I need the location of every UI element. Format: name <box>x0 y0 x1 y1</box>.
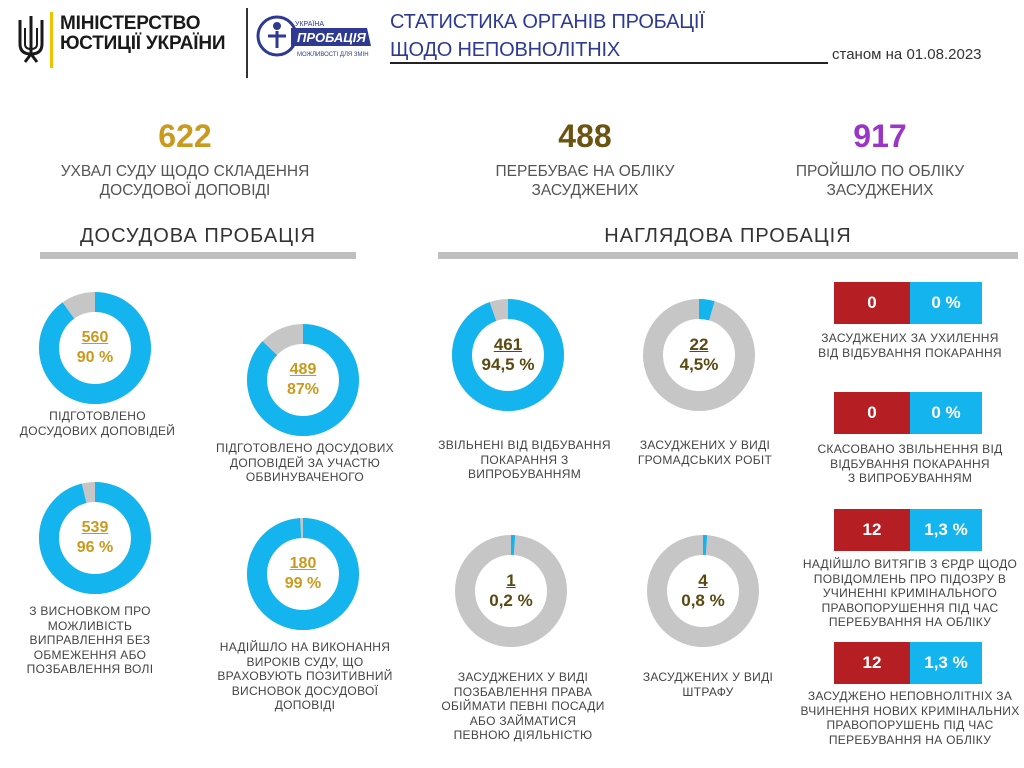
caption-line: ПОКАРАННЯ З <box>480 452 569 467</box>
donut-caption <box>625 438 785 467</box>
total-label-line: ДОСУДОВОЇ ДОПОВІДІ <box>99 182 271 199</box>
caption-line: ВИПРОБУВАННЯМ <box>467 467 582 481</box>
donut-caption <box>205 441 405 485</box>
caption-line: ЗАСУДЖЕНИХ ЗА УХИЛЕННЯ <box>821 331 999 345</box>
donut-percent: 94,5 % <box>481 355 535 374</box>
caption-line: ПРАВОПОРУШЕННЯ ПІД ЧАС <box>821 600 999 615</box>
caption-line: ПЕРЕБУВАННЯ НА ОБЛІКУ <box>828 615 992 629</box>
donut-caption <box>628 670 788 699</box>
caption-line: ПЕВНОЮ ДІЯЛЬНІСТЮ <box>453 728 593 742</box>
donut-caption <box>5 409 190 438</box>
donut-labels <box>246 517 360 631</box>
caption-line: ЗАСУДЖЕНИХ У ВИДІ <box>639 438 771 452</box>
donut-chart <box>451 298 565 412</box>
caption-line: З ВИПРОБУВАННЯМ <box>847 471 973 485</box>
donut-percent: 87% <box>286 381 320 398</box>
caption-line: ЗАСУДЖЕНО НЕПОВНОЛІТНІХ ЗА <box>807 689 1013 703</box>
indicator-box <box>834 509 982 551</box>
caption-line: НАДІЙШЛО НА ВИКОНАННЯ <box>219 640 391 654</box>
donut-value: 4 <box>698 571 708 590</box>
donut-chart <box>246 323 360 437</box>
donut-percent: 90 % <box>76 349 114 366</box>
indicator-caption <box>792 689 1024 747</box>
ministry-line-2: ЮСТИЦІЇ УКРАЇНИ <box>60 33 226 54</box>
title-line-2: ЩОДО НЕПОВНОЛІТНІХ <box>390 39 620 61</box>
caption-line: НАДІЙШЛО ВИТЯГІВ З ЄРДР ЩОДО <box>802 557 1018 571</box>
caption-line: ВРАХОВУЮТЬ ПОЗИТИВНИЙ <box>217 669 393 683</box>
indicator-caption <box>792 557 1024 630</box>
caption-line: ПІДГОТОВЛЕНО <box>49 409 146 423</box>
caption-line: ПОЗБАВЛЕННЯ ПРАВА <box>453 684 593 699</box>
caption-line: ПЕРЕБУВАННЯ НА ОБЛІКУ <box>828 732 992 747</box>
total-label <box>30 162 340 200</box>
caption-line: ДОПОВІДЕЙ ЗА УЧАСТЮ <box>229 455 381 470</box>
donut-percent: 96 % <box>76 539 114 556</box>
caption-line: ДОСУДОВИХ ДОПОВІДЕЙ <box>19 423 176 438</box>
caption-line: ЗВІЛЬНЕНІ ВІД ВІДБУВАННЯ <box>438 438 611 452</box>
probation-logo <box>255 10 375 66</box>
caption-line: ШТРАФУ <box>682 684 734 699</box>
indicator-box <box>834 282 982 324</box>
caption-line: З ВИСНОВКОМ ПРО <box>29 604 151 618</box>
total-label-line: ПРОЙШЛО ПО ОБЛІКУ <box>795 163 965 180</box>
caption-line: АБО ЗАЙМАТИСЯ <box>469 713 577 728</box>
donut-caption <box>428 670 618 743</box>
donut-labels <box>246 323 360 437</box>
page-title <box>390 8 830 64</box>
caption-line: ВЧИНЕННЯ НОВИХ КРИМІНАЛЬНИХ <box>800 703 1020 718</box>
probation-logo-icon <box>255 10 375 66</box>
donut-percent: 4,5% <box>679 355 719 374</box>
total-value: 917 <box>853 118 907 154</box>
caption-line: ВІДБУВАННЯ ПОКАРАННЯ <box>830 456 990 471</box>
total-label <box>440 162 730 200</box>
donut-chart <box>454 534 568 648</box>
indicator-caption <box>800 331 1020 360</box>
indicator-count: 12 <box>834 642 910 684</box>
donut-percent: 0,2 % <box>489 591 533 610</box>
indicator-count: 0 <box>834 282 910 324</box>
caption-line: ДОПОВІДІ <box>274 698 336 712</box>
caption-line: ПРАВОПОРУШЕНЬ ПІД ЧАС <box>826 718 994 732</box>
donut-chart <box>642 298 756 412</box>
total-label-line: ЗАСУДЖЕНИХ <box>531 182 639 199</box>
indicator-percent: 0 % <box>910 282 982 324</box>
donut-labels <box>451 298 565 412</box>
caption-line: ОБМЕЖЕННЯ АБО <box>33 647 147 662</box>
ministry-emblem <box>16 14 46 66</box>
donut-value: 560 <box>81 329 109 346</box>
donut-chart <box>38 481 152 595</box>
caption-line: УЧИНЕННІ КРИМІНАЛЬНОГО <box>822 586 998 600</box>
as-of-date: станом на 01.08.2023 <box>832 46 982 63</box>
indicator-percent: 1,3 % <box>910 642 982 684</box>
indicator-caption <box>800 442 1020 486</box>
donut-value: 489 <box>289 361 317 378</box>
caption-line: ПОЗБАВЛЕННЯ ВОЛІ <box>26 662 154 676</box>
caption-line: ОБВИНУВАЧЕНОГО <box>245 470 365 484</box>
indicator-count: 12 <box>834 509 910 551</box>
donut-caption <box>10 604 170 677</box>
section-bar <box>40 252 356 259</box>
caption-line: ПОВІДОМЛЕНЬ ПРО ПІДОЗРУ В <box>813 571 1007 586</box>
donut-chart <box>38 291 152 405</box>
indicator-percent: 0 % <box>910 392 982 434</box>
section-bar <box>438 252 1018 259</box>
total-passed-register <box>750 118 1010 200</box>
donut-labels <box>38 291 152 405</box>
donut-labels <box>642 298 756 412</box>
caption-line: ВИРОКІВ СУДУ, ЩО <box>246 654 364 669</box>
donut-value: 180 <box>289 555 317 572</box>
donut-chart <box>646 534 760 648</box>
indicator-box <box>834 642 982 684</box>
donut-labels <box>646 534 760 648</box>
indicator-percent: 1,3 % <box>910 509 982 551</box>
caption-line: ВИСНОВОК ДОСУДОВОЇ <box>231 683 379 698</box>
total-on-register <box>440 118 730 200</box>
donut-value: 1 <box>506 571 516 590</box>
caption-line: ЗАСУДЖЕНИХ У ВИДІ <box>457 670 589 684</box>
total-value: 622 <box>158 118 212 154</box>
donut-labels <box>38 481 152 595</box>
ministry-name <box>60 14 245 54</box>
caption-line: ЗАСУДЖЕНИХ У ВИДІ <box>642 670 774 684</box>
flag-stripe <box>50 12 53 68</box>
total-court-rulings <box>30 118 340 200</box>
section-title-supervisory: НАГЛЯДОВА ПРОБАЦІЯ <box>604 225 852 247</box>
donut-percent: 99 % <box>284 575 322 592</box>
caption-line: ОБІЙМАТИ ПЕВНІ ПОСАДИ <box>441 699 605 713</box>
donut-caption <box>205 640 405 713</box>
trident-icon <box>16 14 46 66</box>
total-value: 488 <box>558 118 612 154</box>
donut-percent: 0,8 % <box>681 591 725 610</box>
caption-line: МОЖЛИВІСТЬ <box>47 618 133 633</box>
section-title-pretrial: ДОСУДОВА ПРОБАЦІЯ <box>79 225 316 247</box>
caption-line: ГРОМАДСЬКИХ РОБІТ <box>637 452 773 467</box>
logo-text-top: УКРАЇНА <box>295 21 325 28</box>
donut-chart <box>246 517 360 631</box>
donut-value: 539 <box>81 519 109 536</box>
title-underline <box>390 62 828 64</box>
donut-caption <box>432 438 617 482</box>
indicator-box <box>834 392 982 434</box>
caption-line: ВИПРАВЛЕННЯ БЕЗ <box>29 633 151 647</box>
total-label <box>750 162 1010 200</box>
total-label-line: ПЕРЕБУВАЄ НА ОБЛІКУ <box>495 163 675 180</box>
header-divider <box>246 8 248 78</box>
caption-line: ПІДГОТОВЛЕНО ДОСУДОВИХ <box>216 441 394 455</box>
caption-line: ВІД ВІДБУВАННЯ ПОКАРАННЯ <box>818 345 1002 360</box>
ministry-line-1: МІНІСТЕРСТВО <box>60 13 201 34</box>
logo-text-main: ПРОБАЦІЯ <box>297 30 366 45</box>
logo-text-bottom: МОЖЛИВОСТІ ДЛЯ ЗМІН <box>297 52 369 58</box>
title-line-1: СТАТИСТИКА ОРГАНІВ ПРОБАЦІЇ <box>390 11 705 33</box>
indicator-count: 0 <box>834 392 910 434</box>
donut-labels <box>454 534 568 648</box>
total-label-line: ЗАСУДЖЕНИХ <box>826 182 934 199</box>
total-label-line: УХВАЛ СУДУ ЩОДО СКЛАДЕННЯ <box>60 163 310 180</box>
donut-value: 22 <box>689 335 709 354</box>
caption-line: СКАСОВАНО ЗВІЛЬНЕННЯ ВІД <box>817 442 1003 456</box>
donut-value: 461 <box>493 335 523 354</box>
